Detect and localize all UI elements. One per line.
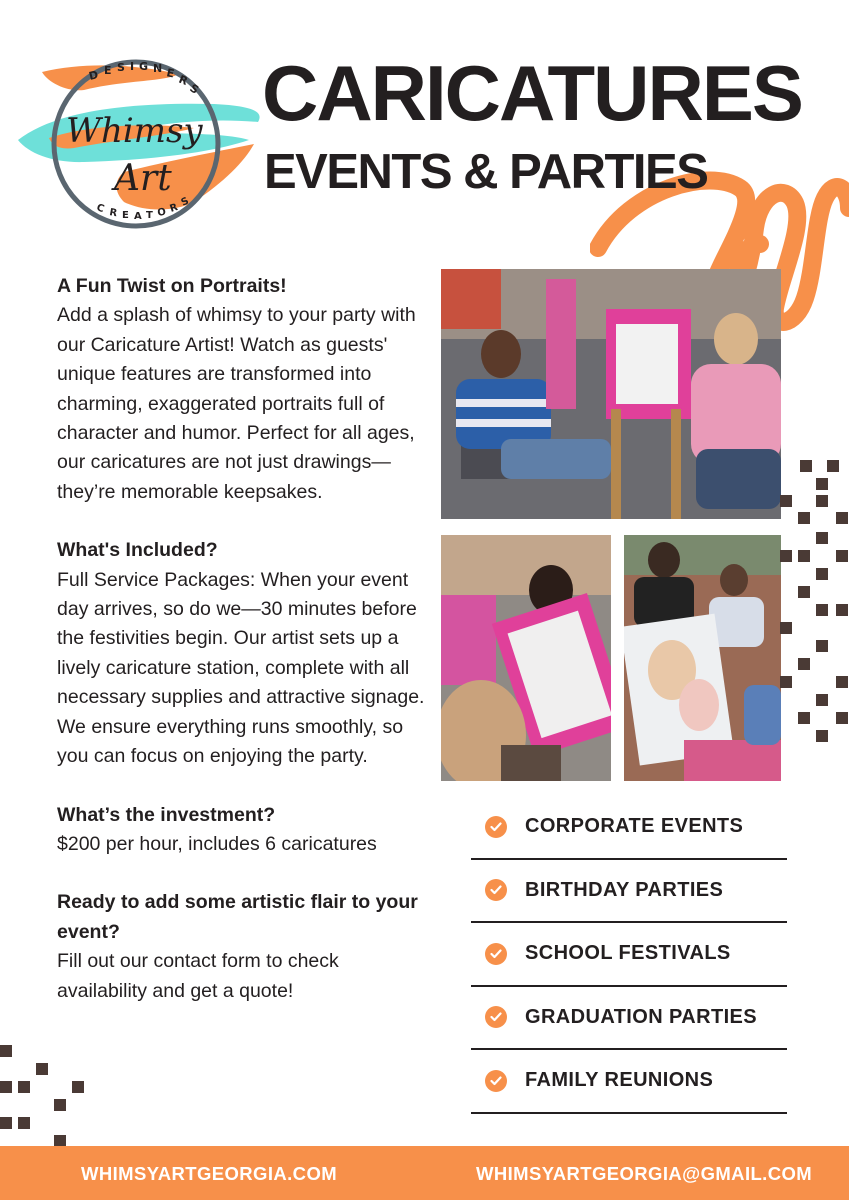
event-label: GRADUATION PARTIES — [525, 1005, 758, 1028]
svg-text:T: T — [146, 210, 153, 221]
list-item — [471, 860, 787, 924]
svg-text:G: G — [139, 60, 149, 73]
svg-text:S: S — [117, 61, 125, 74]
email-link[interactable]: WHIMSYARTGEORGIA@GMAIL.COM — [476, 1163, 813, 1184]
section-body: Full Service Packages: When your event day arrives, so do we—30 minutes before the festivities begin. Our artist sets up a lively caricature station, complete with all necessary supplies and attractive signage. We ensure everything runs smoothly, so you can focus on enjoying the party. — [57, 568, 425, 768]
photo-artist-drawing-woman — [441, 535, 611, 781]
section-body: Add a splash of whimsy to your party with our Caricature Artist! Watch as guests' unique features are transformed into charming, exaggerated portraits full of character and humor. Perfect for all ages, our caricatures are not just drawings—they’re memorable keepsakes. — [57, 304, 416, 503]
section-heading: A Fun Twist on Portraits! — [57, 275, 287, 297]
svg-text:D: D — [87, 67, 103, 83]
list-item — [471, 1050, 787, 1114]
section-whats-included — [57, 536, 427, 771]
check-circle-icon — [485, 943, 507, 965]
check-circle-icon — [485, 1070, 507, 1092]
svg-text:C: C — [95, 202, 106, 216]
svg-text:R: R — [168, 202, 180, 215]
event-label: SCHOOL FESTIVALS — [525, 942, 731, 965]
section-call-to-action — [57, 888, 427, 1006]
svg-text:E: E — [104, 64, 112, 77]
svg-text:Whimsy: Whimsy — [66, 111, 203, 151]
svg-text:A: A — [134, 211, 142, 222]
list-item — [471, 987, 787, 1051]
event-label: FAMILY REUNIONS — [525, 1069, 714, 1092]
event-label: CORPORATE EVENTS — [525, 815, 744, 838]
section-body: Fill out our contact form to check availability and get a quote! — [57, 950, 339, 1002]
whimsy-art-logo — [14, 52, 264, 237]
svg-text:Art: Art — [114, 158, 172, 199]
photo-caricature-couple — [624, 535, 781, 781]
svg-text:O: O — [156, 206, 167, 219]
svg-text:I: I — [130, 60, 135, 73]
svg-text:E: E — [122, 210, 129, 221]
event-label: BIRTHDAY PARTIES — [525, 878, 724, 901]
page-subtitle: EVENTS & PARTIES — [264, 145, 708, 199]
svg-text:S: S — [187, 81, 202, 97]
svg-text:E: E — [165, 66, 176, 81]
list-item — [471, 923, 787, 987]
section-investment — [57, 801, 427, 860]
info-column — [57, 272, 427, 1035]
section-heading: Ready to add some artistic flair to your event? — [57, 891, 418, 943]
event-types-list — [471, 796, 787, 1114]
svg-text:S: S — [179, 195, 191, 209]
svg-text:N: N — [153, 62, 163, 75]
website-link[interactable]: WHIMSYARTGEORGIA.COM — [81, 1163, 338, 1184]
check-circle-icon — [485, 816, 507, 838]
section-heading: What’s the investment? — [57, 803, 276, 826]
photo-artist-drawing-man — [441, 269, 781, 519]
svg-text:R: R — [176, 72, 190, 88]
check-circle-icon — [485, 879, 507, 901]
section-fun-twist — [57, 272, 427, 507]
svg-text:R: R — [108, 207, 118, 220]
page-title: CARICATURES — [262, 49, 802, 137]
section-body: $200 per hour, includes 6 caricatures — [57, 832, 377, 855]
list-item — [471, 796, 787, 860]
check-circle-icon — [485, 1006, 507, 1028]
section-heading: What's Included? — [57, 539, 218, 562]
